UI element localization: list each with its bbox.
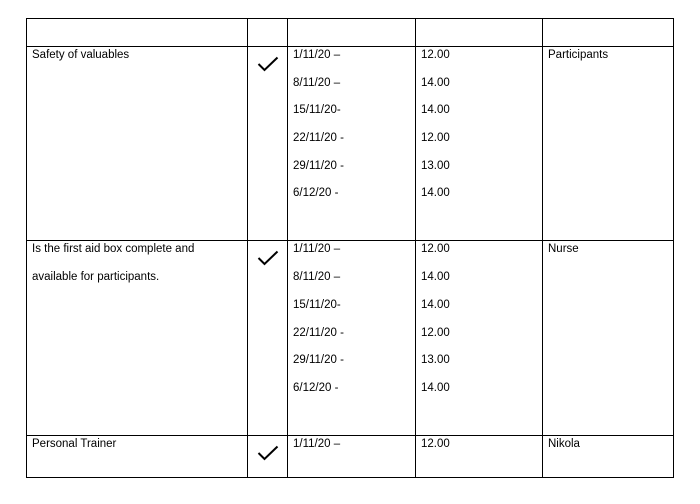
time-cell (416, 435, 543, 477)
item-text: Is the first aid box complete and (32, 243, 195, 256)
table-row (27, 435, 674, 477)
time-text: 14.00 (421, 76, 450, 89)
responsible-text: Nurse (548, 243, 579, 256)
checkmark-icon (257, 445, 279, 461)
item-cell (27, 241, 248, 435)
time-text: 14.00 (421, 298, 450, 311)
date-text: 1/11/20 – (293, 437, 341, 450)
time-text: 12.00 (421, 326, 450, 339)
header-text (248, 19, 287, 20)
header-text (543, 19, 673, 20)
item-text: Safety of valuables (32, 49, 130, 62)
date-text: 6/12/20 - (293, 187, 339, 200)
item-cell (27, 47, 248, 241)
responsible-text: Participants (548, 49, 609, 62)
check-cell (248, 435, 288, 477)
header-cell-item (27, 19, 248, 47)
time-text: 12.00 (421, 49, 450, 62)
time-text: 12.00 (421, 132, 450, 145)
item-text: available for participants. (32, 271, 160, 284)
time-cell (416, 241, 543, 435)
header-text (27, 19, 247, 20)
time-text: 14.00 (421, 187, 450, 200)
date-text: 22/11/20 - (293, 132, 344, 145)
date-cell (288, 47, 416, 241)
responsible-text: Nikola (548, 437, 580, 450)
header-text (288, 19, 415, 20)
time-text: 13.00 (421, 159, 450, 172)
check-cell (248, 47, 288, 241)
responsible-cell (543, 47, 674, 241)
date-text: 29/11/20 - (293, 159, 344, 172)
header-text (416, 19, 542, 20)
checkmark-icon (257, 56, 279, 72)
header-cell-date (288, 19, 416, 47)
table-header-row (27, 19, 674, 47)
responsible-cell (543, 435, 674, 477)
time-cell (416, 47, 543, 241)
date-cell (288, 241, 416, 435)
header-cell-time (416, 19, 543, 47)
header-cell-check (248, 19, 288, 47)
date-text: 15/11/20- (293, 298, 341, 311)
date-text: 1/11/20 – (293, 49, 341, 62)
time-text: 13.00 (421, 354, 450, 367)
item-cell (27, 435, 248, 477)
time-text: 12.00 (421, 243, 450, 256)
date-text: 29/11/20 - (293, 354, 344, 367)
date-text: 8/11/20 – (293, 76, 341, 89)
date-text: 15/11/20- (293, 104, 341, 117)
time-text: 14.00 (421, 104, 450, 117)
checklist-table (26, 18, 674, 478)
item-text: Personal Trainer (32, 437, 117, 450)
time-text: 14.00 (421, 271, 450, 284)
date-text: 6/12/20 - (293, 381, 339, 394)
date-text: 8/11/20 – (293, 271, 341, 284)
responsible-cell (543, 241, 674, 435)
checkmark-icon (257, 250, 279, 266)
time-text: 14.00 (421, 381, 450, 394)
time-text: 12.00 (421, 437, 450, 450)
table-row (27, 47, 674, 241)
date-cell (288, 435, 416, 477)
date-text: 22/11/20 - (293, 326, 344, 339)
date-text: 1/11/20 – (293, 243, 341, 256)
check-cell (248, 241, 288, 435)
table-row (27, 241, 674, 435)
header-cell-responsible (543, 19, 674, 47)
